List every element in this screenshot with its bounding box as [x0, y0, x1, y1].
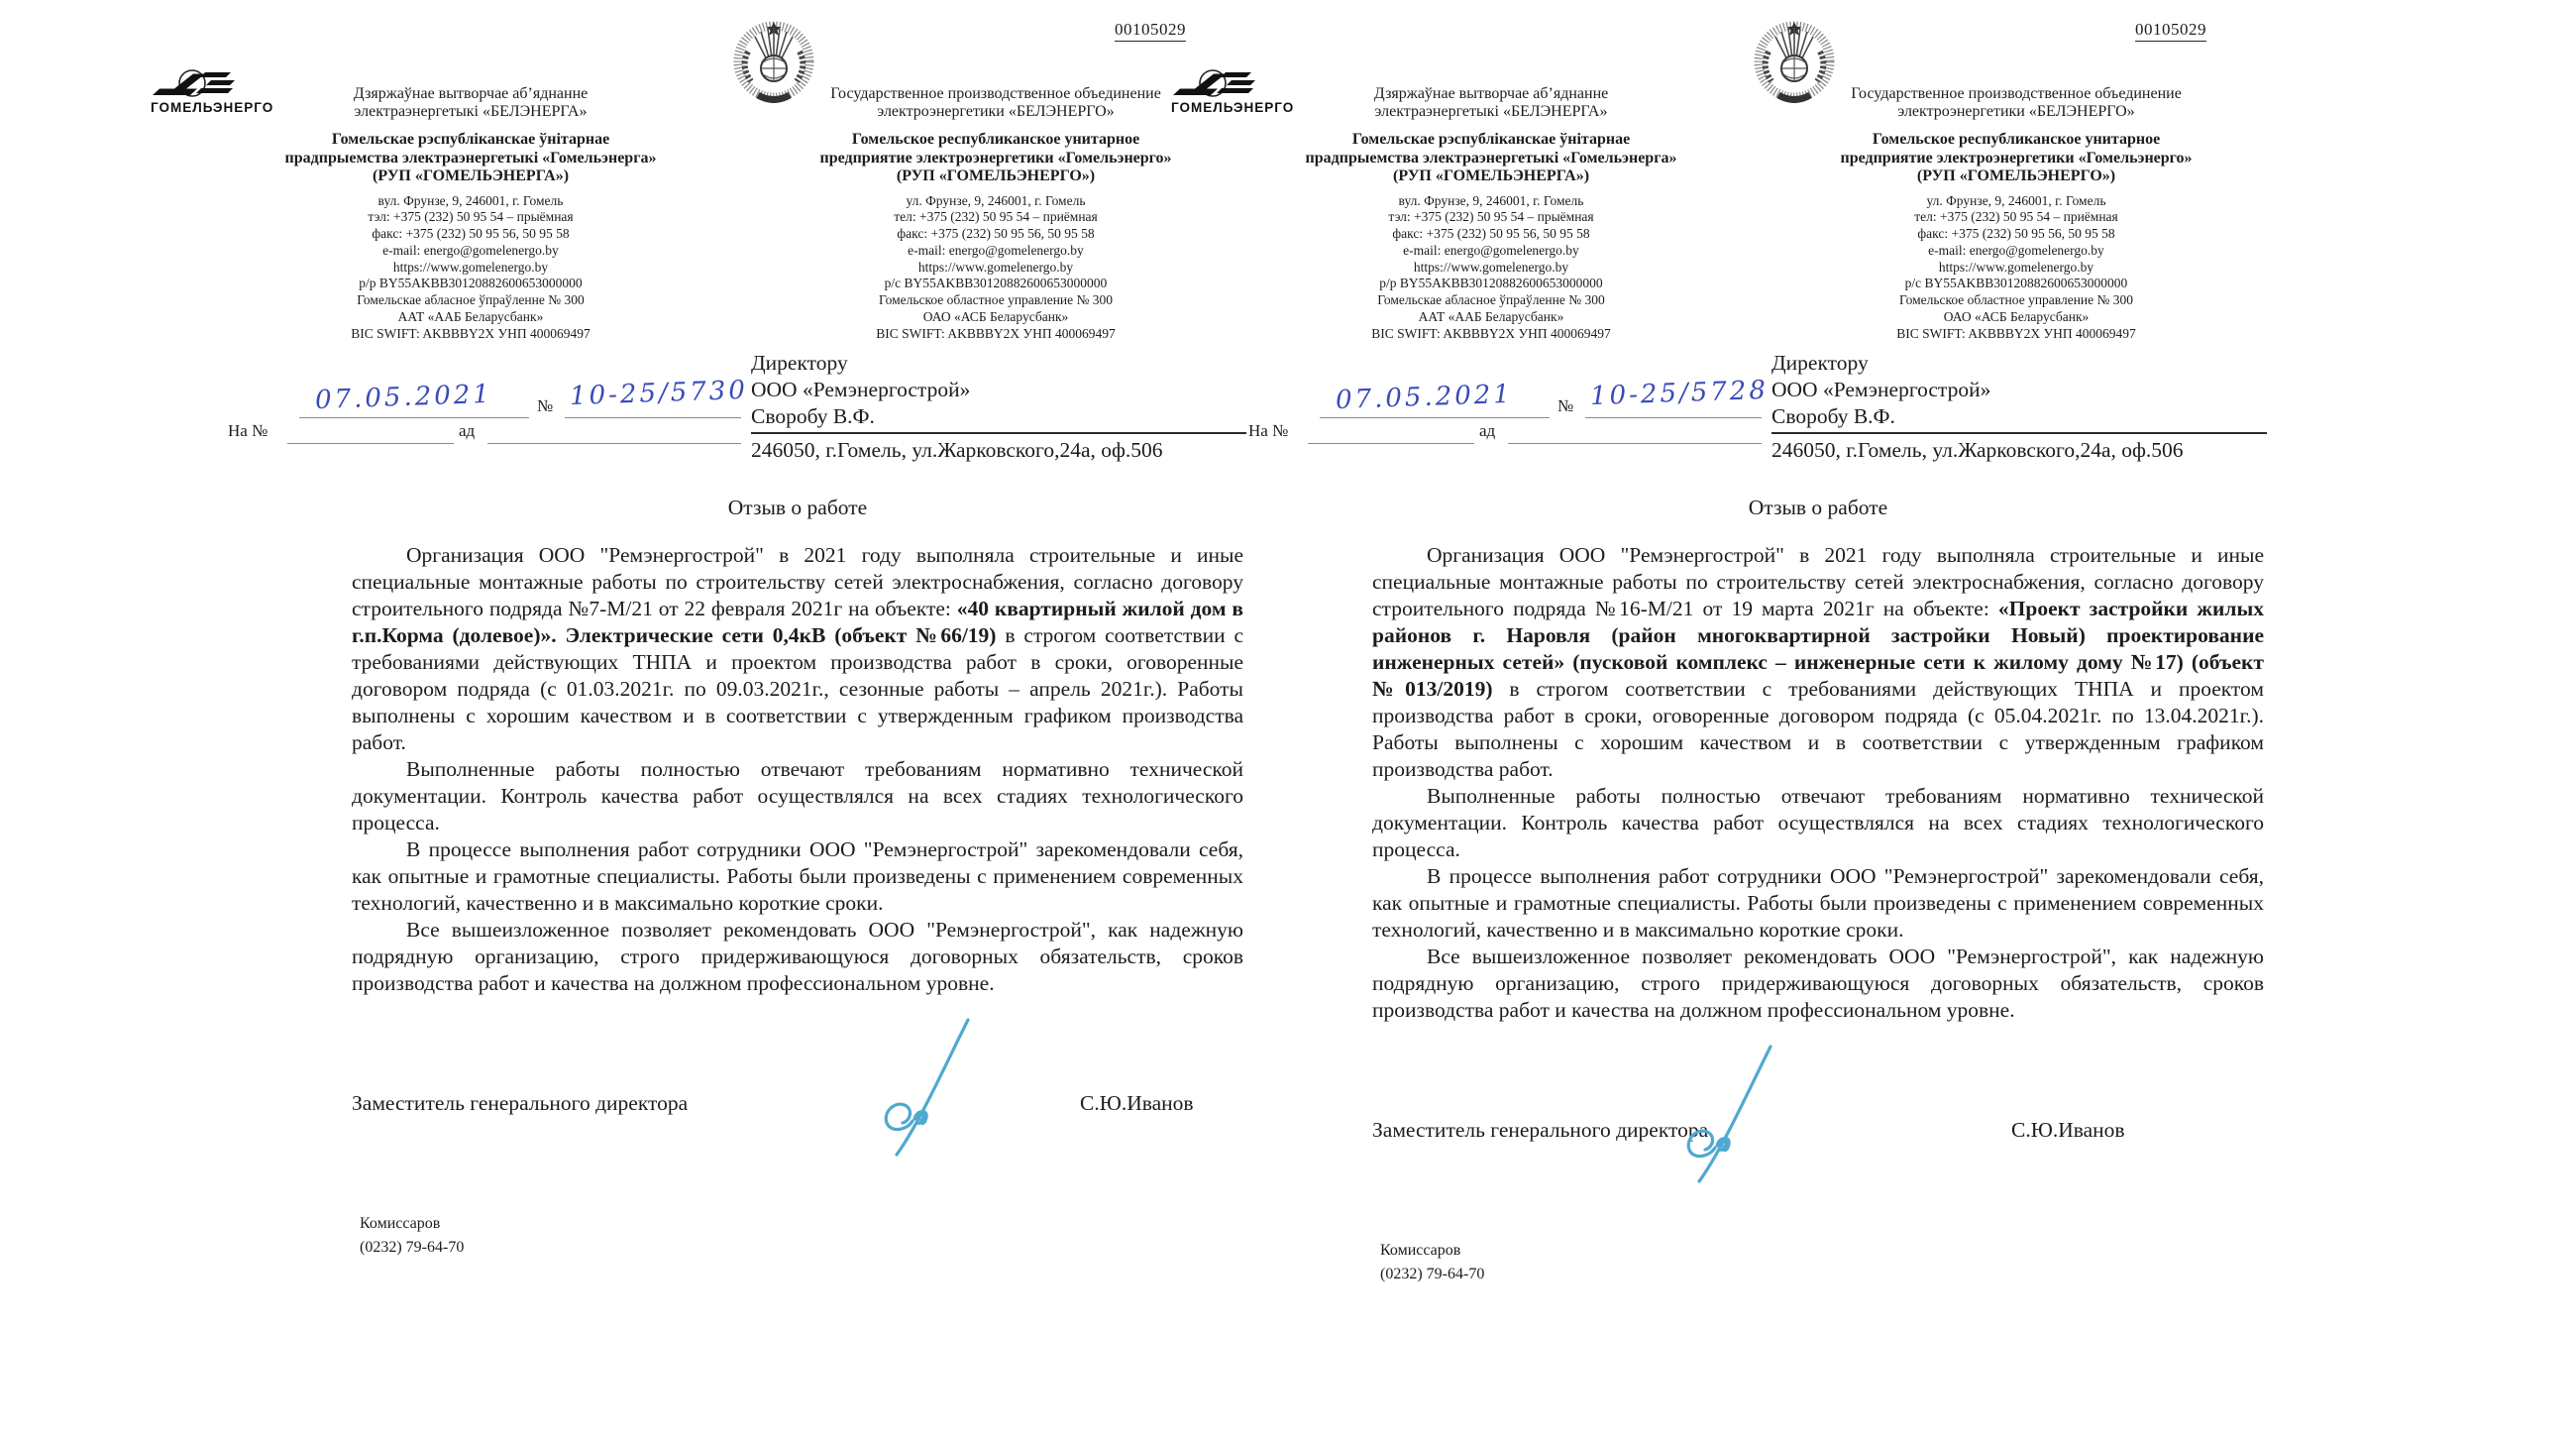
address-line: Гомельскае абласное ўпраўленне № 300 [357, 292, 585, 308]
addressee-person: Своробу В.Ф. [751, 403, 1246, 434]
handwritten-signature-icon [1669, 1056, 1838, 1185]
body-paragraph-2: Выполненные работы полностью отвечают требованиям нормативно технической документации. Контроль качества работ осуществлялся на всех стадиях технологического процесса. [1372, 784, 2264, 861]
address-line: BIC SWIFT: AKBBBY2X УНП 400069497 [876, 325, 1116, 341]
org-name-ru-line1: Государственное производственное объединение [830, 85, 1161, 102]
address-line: ААТ «ААБ Беларусбанк» [1418, 309, 1564, 325]
address-line: р/с BY55AKBB30120882600653000000 [1904, 276, 2128, 291]
signatory-name: С.Ю.Иванов [2011, 1118, 2125, 1142]
date-blank-line [1320, 416, 1550, 418]
executor-contact [1380, 1239, 2264, 1286]
number-label: № [1557, 396, 1574, 415]
address-line: тэл: +375 (232) 50 95 54 – прыёмная [1388, 209, 1594, 225]
address-line: факс: +375 (232) 50 95 56, 50 95 58 [372, 226, 570, 242]
address-line: тел: +375 (232) 50 95 54 – приёмная [1914, 209, 2118, 225]
logo-caption: ГОМЕЛЬЭНЕРГО [151, 100, 274, 115]
registration-number: 00105029 [1115, 20, 1186, 42]
paragraph-1-text: Организация ООО "Ремэнергострой" в 2021 году выполняла строительные и иные специальные монтажные работы по строительству сетей электроснабжения, согласно договору строительного подряда №16-М/21 от 19 марта 2021г на объекте: [1372, 543, 2264, 620]
address-line: https://www.gomelenergo.by [1938, 259, 2094, 275]
addressee-company: ООО «Ремэнергострой» [1771, 378, 1991, 401]
company-name-ru-line1: Гомельское республиканское унитарное [1872, 131, 2161, 148]
address-line: e-mail: energo@gomelenergo.by [1928, 242, 2104, 258]
company-name-ru-line3: (РУП «ГОМЕЛЬЭНЕРГО») [896, 167, 1096, 184]
address-line: р/р BY55AKBB30120882600653000000 [1379, 276, 1603, 291]
paragraph-1-text-end: в строгом соответствии с требованиями действующих ТНПА и проектом производства работ в сроки, оговоренные договором подряда (с 01.03.2021г. по 09.03.2021г., сезонные работы – апрель 2021г.). Работы выполнены с хорошим качеством и в соответствии с утвержденным графиком производства работ. [352, 623, 1243, 754]
address-line: BIC SWIFT: AKBBBY2X УНП 400069497 [351, 325, 590, 341]
na-number-label: На № [228, 421, 268, 440]
company-name-by-line3: (РУП «ГОМЕЛЬЭНЕРГА») [1392, 167, 1590, 184]
letter-body [1372, 496, 2264, 1286]
address-line: https://www.gomelenergo.by [1413, 259, 1569, 275]
address-line: р/р BY55AKBB30120882600653000000 [359, 276, 583, 291]
body-paragraph-1 [1372, 542, 2264, 783]
address-line: https://www.gomelenergo.by [392, 259, 549, 275]
handwritten-signature-icon [867, 1030, 1035, 1159]
body-paragraph-2: Выполненные работы полностью отвечают требованиям нормативно технической документации. Контроль качества работ осуществлялся на всех стадиях технологического процесса. [352, 757, 1243, 834]
addressee-address: 246050, г.Гомель, ул.Жарковского,24а, оф.506 [751, 438, 1163, 462]
company-name-ru-line2: предприятие электроэнергетики «Гомельэнерго» [1840, 149, 2193, 167]
address-line: факс: +375 (232) 50 95 56, 50 95 58 [1917, 226, 2115, 242]
outgoing-reference-block [1248, 369, 1770, 447]
signature-row [1372, 1118, 2264, 1148]
paragraph-1-text-end: в строгом соответствии с требованиями действующих ТНПА и проектом производства работ в сроки, оговоренные договором подряда (с 05.04.2021г. по 13.04.2021г.). Работы выполнены с хорошим качеством и в соответствии с утвержденным графиком производства работ. [1372, 677, 2264, 781]
address-line: факс: +375 (232) 50 95 56, 50 95 58 [897, 226, 1095, 242]
letter-title: Отзыв о работе [727, 496, 868, 519]
address-block-by [238, 193, 703, 343]
na-blank-line [1308, 442, 1474, 444]
na-number-label: На № [1248, 421, 1289, 440]
registration-number: 00105029 [2135, 20, 2206, 42]
company-name-ru-line1: Гомельское республиканское унитарное [851, 131, 1140, 148]
address-line: факс: +375 (232) 50 95 56, 50 95 58 [1392, 226, 1590, 242]
address-line: https://www.gomelenergo.by [917, 259, 1074, 275]
org-name-by-line1: Дзяржаўнае вытворчае аб’яднанне [1373, 85, 1609, 102]
logo-caption: ГОМЕЛЬЭНЕРГО [1171, 100, 1295, 115]
addressee-block [1771, 350, 2267, 464]
paragraph-1-text: Организация ООО "Ремэнергострой" в 2021 году выполняла строительные и иные специальные монтажные работы по строительству сетей электроснабжения, согласно договору строительного подряда №7-М/21 от 22 февраля 2021г на объекте: [352, 543, 1243, 620]
address-line: тэл: +375 (232) 50 95 54 – прыёмная [368, 209, 574, 225]
letter-title: Отзыв о работе [1748, 496, 1888, 519]
body-paragraph-4: Все вышеизложенное позволяет рекомендовать ООО "Ремэнергострой", как надежную подрядную организацию, строго придерживающуюся договорных обязательств, сроков производства работ и качества на должном профессиональном уровне. [1372, 945, 2264, 1022]
gomelenergo-logo [1171, 69, 1295, 115]
outgoing-date-handwritten: 07.05.2021 [1335, 379, 1514, 416]
ad-label: ад [459, 421, 476, 440]
document-page-1 [139, 0, 1295, 1445]
body-paragraph-3: В процессе выполнения работ сотрудники ООО "Ремэнергострой" зарекомендовали себя, как опытные и грамотные специалисты. Работы были произведены с применением современных технологий, качественно и в максимально короткие сроки. [1372, 864, 2264, 942]
gomelenergo-logo-icon [1171, 69, 1266, 99]
address-line: e-mail: energo@gomelenergo.by [908, 242, 1084, 258]
executor-contact [360, 1212, 1243, 1260]
ad-blank-line [1508, 442, 1762, 444]
address-block-ru [1778, 193, 2254, 343]
address-line: ОАО «АСБ Беларусбанк» [1943, 309, 2090, 325]
company-name-by-line2: прадпрыемства электраэнергетыкі «Гомельэнерга» [1305, 149, 1677, 167]
address-line: e-mail: energo@gomelenergo.by [1403, 242, 1579, 258]
address-line: вул. Фрунзе, 9, 246001, г. Гомель [1398, 192, 1584, 208]
address-line: тел: +375 (232) 50 95 54 – приёмная [894, 209, 1098, 225]
number-blank-line [1585, 416, 1762, 418]
signatory-name: С.Ю.Иванов [1080, 1091, 1194, 1115]
org-name-ru-line2: электроэнергетики «БЕЛЭНЕРГО» [877, 103, 1115, 120]
company-name-by-line1: Гомельскае рэспубліканскае ўнітарнае [331, 131, 610, 148]
executor-phone: (0232) 79-64-70 [1380, 1266, 1485, 1282]
date-blank-line [299, 416, 529, 418]
outgoing-reference-block [228, 369, 749, 447]
address-line: Гомельское областное управление № 300 [878, 292, 1114, 308]
address-line: ААТ «ААБ Беларусбанк» [397, 309, 544, 325]
org-name-ru-line1: Государственное производственное объединение [1851, 85, 2182, 102]
org-name-by-line2: электраэнергетыкі «БЕЛЭНЕРГА» [1374, 103, 1608, 120]
outgoing-date-handwritten: 07.05.2021 [314, 379, 493, 416]
gomelenergo-logo [151, 69, 274, 115]
address-line: ул. Фрунзе, 9, 246001, г. Гомель [1926, 192, 2106, 208]
letterhead-russian [1778, 85, 2254, 343]
address-line: Гомельское областное управление № 300 [1898, 292, 2134, 308]
address-line: р/с BY55AKBB30120882600653000000 [884, 276, 1108, 291]
address-line: BIC SWIFT: AKBBBY2X УНП 400069497 [1896, 325, 2136, 341]
letter-body [352, 496, 1243, 1260]
number-label: № [537, 396, 554, 415]
body-paragraph-3: В процессе выполнения работ сотрудники ООО "Ремэнергострой" зарекомендовали себя, как опытные и грамотные специалисты. Работы были произведены с применением современных технологий, качественно и в максимально короткие сроки. [352, 837, 1243, 915]
address-line: BIC SWIFT: AKBBBY2X УНП 400069497 [1371, 325, 1611, 341]
org-name-ru-line2: электроэнергетики «БЕЛЭНЕРГО» [1897, 103, 2135, 120]
letterhead-belarusian [1258, 85, 1724, 343]
gomelenergo-logo-icon [151, 69, 246, 99]
company-name-by-line2: прадпрыемства электраэнергетыкі «Гомельэнерга» [284, 149, 657, 167]
ad-blank-line [487, 442, 741, 444]
company-name-by-line3: (РУП «ГОМЕЛЬЭНЕРГА») [372, 167, 570, 184]
signature-row [352, 1091, 1243, 1121]
paragraph-1-object-bold: «40 квартирный жилой дом в г.п.Корма (долевое)». Электрические сети 0,4кВ (объект №66/19) [352, 597, 1243, 647]
org-name-by-line2: электраэнергетыкі «БЕЛЭНЕРГА» [354, 103, 588, 120]
address-line: Гомельскае абласное ўпраўленне № 300 [1377, 292, 1605, 308]
org-name-by-line1: Дзяржаўнае вытворчае аб’яднанне [353, 85, 589, 102]
executor-name: Комиссаров [1380, 1242, 1461, 1259]
company-name-ru-line3: (РУП «ГОМЕЛЬЭНЕРГО») [1916, 167, 2116, 184]
address-line: ул. Фрунзе, 9, 246001, г. Гомель [906, 192, 1086, 208]
addressee-role: Директору [1771, 351, 1869, 375]
body-paragraph-1 [352, 542, 1243, 756]
company-name-ru-line2: предприятие электроэнергетики «Гомельэнерго» [819, 149, 1172, 167]
addressee-address: 246050, г.Гомель, ул.Жарковского,24а, оф.506 [1771, 438, 2184, 462]
company-name-by-line1: Гомельскае рэспубліканскае ўнітарнае [1351, 131, 1631, 148]
executor-name: Комиссаров [360, 1215, 441, 1232]
addressee-company: ООО «Ремэнергострой» [751, 378, 971, 401]
address-block-by [1258, 193, 1724, 343]
address-line: ОАО «АСБ Беларусбанк» [922, 309, 1069, 325]
address-line: вул. Фрунзе, 9, 246001, г. Гомель [377, 192, 564, 208]
outgoing-number-handwritten: 10-25/5730 [569, 375, 749, 412]
signatory-position: Заместитель генерального директора [1372, 1118, 1709, 1142]
paragraph-1-object-bold: «Проект застройки жилых районов г. Наровля (район многоквартирной застройки Новый) проектирование инженерных сетей» (пусковой комплекс – инженерные сети к жилому дому №17) (объект №013/2019) [1372, 597, 2264, 701]
executor-phone: (0232) 79-64-70 [360, 1239, 465, 1256]
addressee-person: Своробу В.Ф. [1771, 403, 2267, 434]
body-paragraph-4: Все вышеизложенное позволяет рекомендовать ООО "Ремэнергострой", как надежную подрядную организацию, строго придерживающуюся договорных обязательств, сроков производства работ и качества на должном профессиональном уровне. [352, 918, 1243, 995]
outgoing-number-handwritten: 10-25/5728 [1589, 375, 1770, 412]
letterhead-belarusian [238, 85, 703, 343]
ad-label: ад [1479, 421, 1496, 440]
addressee-role: Директору [751, 351, 848, 375]
na-blank-line [287, 442, 454, 444]
document-page-2 [1159, 0, 2308, 1445]
signatory-position: Заместитель генерального директора [352, 1091, 689, 1115]
number-blank-line [565, 416, 741, 418]
address-line: e-mail: energo@gomelenergo.by [382, 242, 559, 258]
